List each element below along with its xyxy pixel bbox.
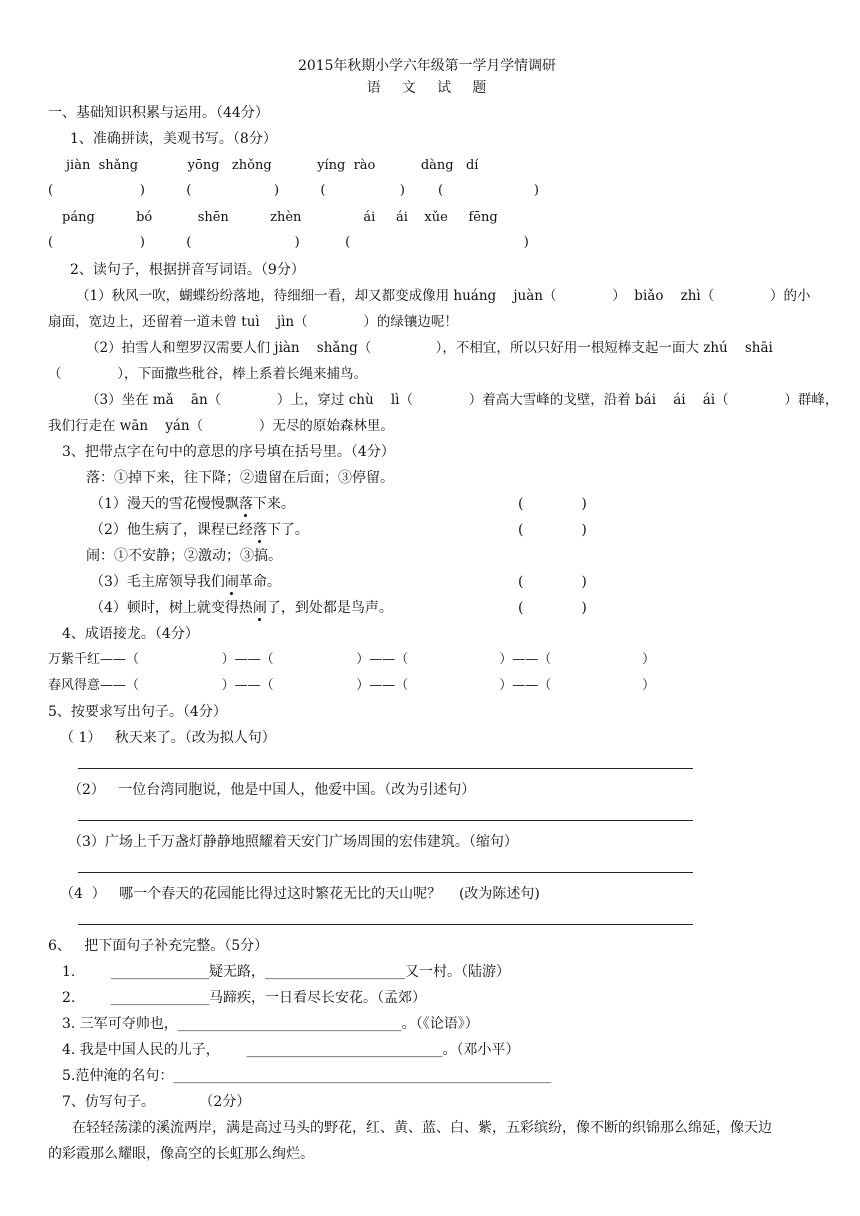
q7-paragraph-line-2: 的彩霞那么耀眼，像高空的长虹那么绚烂。 [48,1146,314,1162]
dotted-char: 闹 [224,574,239,590]
exam-title: 2015年秋期小学六年级第一学月学情调研 [298,58,556,74]
q2-sentence-3a: （3）坐在 mǎ ān（ ）上，穿过 chù lì（ ）着高大雪峰的戈壁，沿着 bái ái ái（ ）群峰， [86,392,839,408]
dotted-char: 落 [238,496,253,512]
q5-item-4: （4 ） 哪一个春天的花园能比得过这时繁花无比的天山呢？ (改为陈述句) [60,886,540,902]
q2-sentence-3b: 我们行走在 wān yán（ ）无尽的原始森林里。 [48,418,394,434]
q3-answer-3[interactable]: ( ) [518,574,587,590]
q6-heading: 6、 把下面句子补充完整。（5分） [48,938,269,954]
q3-sentence-4: （4）顿时，树上就变得热闹了，到处都是鸟声。 [90,600,393,616]
dotted-char: 落 [252,522,267,538]
q2-sentence-1a: （1）秋风一吹，蝴蝶纷纷落地，待细细一看，却又都变成像用 huáng juàn（ ） biǎo zhì（ ）的小 [76,288,811,304]
q1-pinyin-row-2: páng bó shēn zhèn ái ái xǔe fēng [62,210,498,225]
q6-line-3[interactable]: 3. 三军可夺帅也，________________________________。（《论语》） [62,1016,479,1032]
q3-answer-2[interactable]: ( ) [518,522,587,538]
answer-line[interactable] [78,924,693,925]
dotted-char: 闹 [252,600,267,616]
exam-subject: 语 文 试 题 [366,80,488,96]
q7-heading: 7、仿写句子。 （2分） [62,1094,251,1110]
q6-line-4[interactable]: 4. 我是中国人民的儿子， ____________________________。（邓小平） [62,1042,520,1058]
q4-chain-1[interactable]: 万紫千红——（ ）——（ ）——（ ）——（ ） [48,652,656,667]
q2-heading: 2、读句子，根据拼音写词语。（9分） [70,262,305,278]
q7-paragraph-line-1: 在轻轻荡漾的溪流两岸，满是高过马头的野花，红、黄、蓝、白、紫，五彩缤纷，像不断的织锦那么绵延，像天边 [72,1120,772,1136]
q2-sentence-1b: 扇面，宽边上，还留着一道未曾 tuì jìn（ ）的绿镶边呢！ [48,314,458,330]
q5-heading: 5、按要求写出句子。（4分） [48,704,227,720]
q3-answer-1[interactable]: ( ) [518,496,587,512]
q2-sentence-2b: （ ），下面撒些秕谷，棒上系着长绳来捕鸟。 [48,366,368,382]
section-1-heading: 一、基础知识积累与运用。（44分） [48,105,269,121]
q5-item-2: （2） 一位台湾同胞说，他是中国人，他爱中国。（改为引述句） [68,782,476,798]
q3-answer-4[interactable]: ( ) [518,600,587,616]
q1-blank-row-2[interactable]: ( ) ( ) ( ) [48,235,529,250]
q3-luo-definition: 落：①掉下来，往下降；②遗留在后面；③停留。 [86,470,394,486]
q3-sentence-1: （1）漫天的雪花慢慢飘落下来。 [90,496,295,512]
answer-line[interactable] [78,872,693,873]
q2-sentence-2a: （2）拍雪人和塑罗汉需要人们 jiàn shǎng（ ），不相宜，所以只好用一根短棒支起一面大 zhú shāi [86,340,773,356]
q4-heading: 4、成语接龙。（4分） [62,626,199,642]
q6-line-5[interactable]: 5.范仲淹的名句：______________________________________________________ [62,1068,552,1084]
q4-chain-2[interactable]: 春风得意——（ ）——（ ）——（ ）——（ ） [48,678,656,693]
q6-line-2[interactable]: 2. ______________马蹄疾，一日看尽长安花。（孟郊） [62,990,426,1006]
answer-line[interactable] [78,820,693,821]
q3-sentence-2: （2）他生病了，课程已经落下了。 [90,522,309,538]
q1-blank-row-1[interactable]: ( ) ( ) ( ) ( ) [48,183,539,198]
q1-pinyin-row-1: jiàn shǎng yōng zhǒng yíng rào dàng dí [66,158,479,173]
q1-heading: 1、准确拼读，美观书写。（8分） [70,131,277,147]
q3-nao-definition: 闹：①不安静；②激动；③搞。 [86,548,282,564]
answer-line[interactable] [78,768,693,769]
q3-sentence-3: （3）毛主席领导我们闹革命。 [90,574,281,590]
q5-item-1: （ 1） 秋天来了。（改为拟人句） [60,730,276,746]
q6-line-1[interactable]: 1. ______________疑无路，____________________又一村。（陆游） [62,964,510,980]
q5-item-3: （3）广场上千万盏灯静静地照耀着天安门广场周围的宏伟建筑。（缩句） [68,834,518,850]
q3-heading: 3、把带点字在句中的意思的序号填在括号里。（4分） [62,444,395,460]
